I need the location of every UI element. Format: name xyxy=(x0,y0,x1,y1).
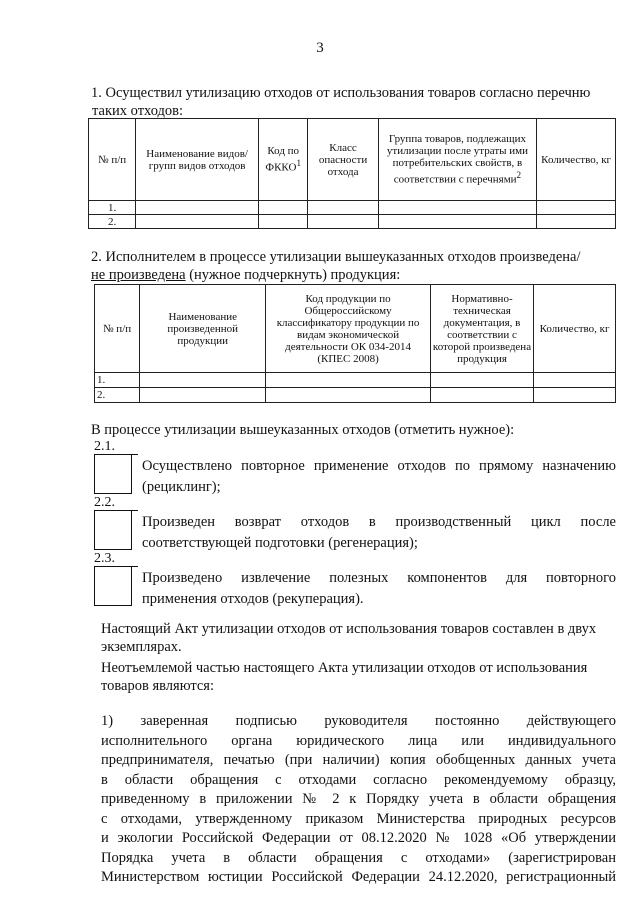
cell[interactable] xyxy=(140,373,266,388)
cell[interactable] xyxy=(537,201,616,215)
cell[interactable] xyxy=(378,201,537,215)
table-row xyxy=(89,215,616,229)
section2-heading xyxy=(91,248,621,284)
product-header-name: Наименование произведенной продукции xyxy=(140,285,266,373)
waste-header-name: Наименование видов/групп видов отходов xyxy=(136,119,259,201)
cell[interactable] xyxy=(534,373,616,388)
table-row xyxy=(95,388,616,403)
table-row xyxy=(95,373,616,388)
cell[interactable] xyxy=(308,201,378,215)
act-line: экземплярах. xyxy=(101,639,182,655)
waste-table-header-row xyxy=(89,119,616,201)
cell[interactable] xyxy=(430,373,533,388)
option-text-recycling xyxy=(142,456,616,498)
option-checkbox-regeneration[interactable] xyxy=(94,510,132,550)
option-text-line: Осуществлено повторное применение отходов по прямому назначению xyxy=(142,458,616,474)
row-number: 1. xyxy=(89,201,136,215)
act-paragraph-copies xyxy=(101,620,616,656)
product-table xyxy=(94,284,616,403)
option-text-line: Произведен возврат отходов в производственный цикл после xyxy=(142,514,616,530)
cell[interactable] xyxy=(266,373,431,388)
product-header-num: № п/п xyxy=(95,285,140,373)
annex-line: и экологии Российской Федерации от 08.12.2020 № 1028 «Об утверждении xyxy=(101,830,616,846)
annex-line: Министерством юстиции Российской Федерации 24.12.2020, регистрационный xyxy=(101,869,616,885)
product-table-header-row xyxy=(95,285,616,373)
section1-heading xyxy=(91,84,621,120)
option-number-2-1: 2.1. xyxy=(94,439,115,454)
cell[interactable] xyxy=(534,388,616,403)
option-number-2-3: 2.3. xyxy=(94,551,115,566)
section2-heading-line1: 2. Исполнителем в процессе утилизации вышеуказанных отходов произведена/ xyxy=(91,249,581,265)
cell[interactable] xyxy=(259,201,308,215)
act-line: Настоящий Акт утилизации отходов от использования товаров составлен в двух xyxy=(101,621,597,637)
act-line: товаров являются: xyxy=(101,678,214,694)
waste-header-fkko-text: Код по ФККО xyxy=(265,145,300,174)
annex-line: в области обращения с отходами согласно рекомендуемому образцу, xyxy=(101,771,616,788)
annex-line: предпринимателя, печатью (при наличии) копия обобщенных данных учета xyxy=(101,752,616,768)
waste-header-num: № п/п xyxy=(89,119,136,201)
option-text-recuperation xyxy=(142,568,616,610)
cell[interactable] xyxy=(430,388,533,403)
cell[interactable] xyxy=(140,388,266,403)
annex-line: Порядка учета в области обращения с отходами» (зарегистрирован xyxy=(101,849,616,866)
product-header-code: Код продукции по Общероссийскому классификатору продукции по видам экономической деятельности ОК 034-2014 (КПЕС 2008) xyxy=(266,285,431,373)
cell[interactable] xyxy=(259,215,308,229)
waste-header-fkko xyxy=(259,119,308,201)
annex-item-1 xyxy=(101,712,616,888)
page-number: 3 xyxy=(316,40,324,56)
row-number: 1. xyxy=(95,373,140,388)
option-number-2-2: 2.2. xyxy=(94,495,115,510)
annex-line: 1) заверенная подписью руководителя постоянно действующего xyxy=(101,713,616,729)
section1-heading-line1: 1. Осуществил утилизацию отходов от использования товаров согласно перечню xyxy=(91,85,591,101)
section3-heading: В процессе утилизации вышеуказанных отходов (отметить нужное): xyxy=(91,422,515,438)
annex-line: приведенному в приложении № 2 к Порядку учета в области обращения xyxy=(101,791,616,807)
cell[interactable] xyxy=(378,215,537,229)
product-header-docs: Нормативно-техническая документация, в соответствии с которой произведена продукция xyxy=(430,285,533,373)
waste-header-group-text: Группа товаров, подлежащих утилизации после утраты ими потребительских свойств, в соответствии с перечнями xyxy=(386,133,528,186)
table-row xyxy=(89,201,616,215)
option-checkbox-recuperation[interactable] xyxy=(94,566,132,606)
row-number: 2. xyxy=(89,215,136,229)
footnote-2: 2 xyxy=(516,170,522,181)
section1-heading-line2: таких отходов: xyxy=(92,103,184,119)
annex-line: исполнительного органа юридического лица или индивидуального xyxy=(101,732,616,749)
cell[interactable] xyxy=(136,201,259,215)
option-text-line: Произведено извлечение полезных компонентов для повторного xyxy=(142,570,616,586)
product-header-qty: Количество, кг xyxy=(534,285,616,373)
option-text-line: применения отходов (рекуперация). xyxy=(142,591,364,607)
underlined-option: не произведена xyxy=(91,267,186,283)
option-text-line: (рециклинг); xyxy=(142,479,221,495)
act-paragraph-annexes xyxy=(101,659,616,695)
option-checkbox-recycling[interactable] xyxy=(94,454,132,494)
cell[interactable] xyxy=(308,215,378,229)
waste-header-group xyxy=(378,119,537,201)
cell[interactable] xyxy=(537,215,616,229)
option-text-line: соответствующей подготовки (регенерация); xyxy=(142,535,418,551)
annex-line: с отходами, утвержденному приказом Министерства природных ресурсов xyxy=(101,810,616,827)
waste-header-qty: Количество, кг xyxy=(537,119,616,201)
act-line: Неотъемлемой частью настоящего Акта утилизации отходов от использования xyxy=(101,660,588,676)
waste-header-class: Класс опасности отхода xyxy=(308,119,378,201)
section2-heading-line2 xyxy=(91,266,621,284)
waste-table xyxy=(88,118,616,229)
option-text-regeneration xyxy=(142,512,616,554)
cell[interactable] xyxy=(136,215,259,229)
cell[interactable] xyxy=(266,388,431,403)
footnote-1: 1 xyxy=(296,158,302,169)
section2-heading-line2-rest: (нужное подчеркнуть) продукция: xyxy=(185,267,401,283)
row-number: 2. xyxy=(95,388,140,403)
